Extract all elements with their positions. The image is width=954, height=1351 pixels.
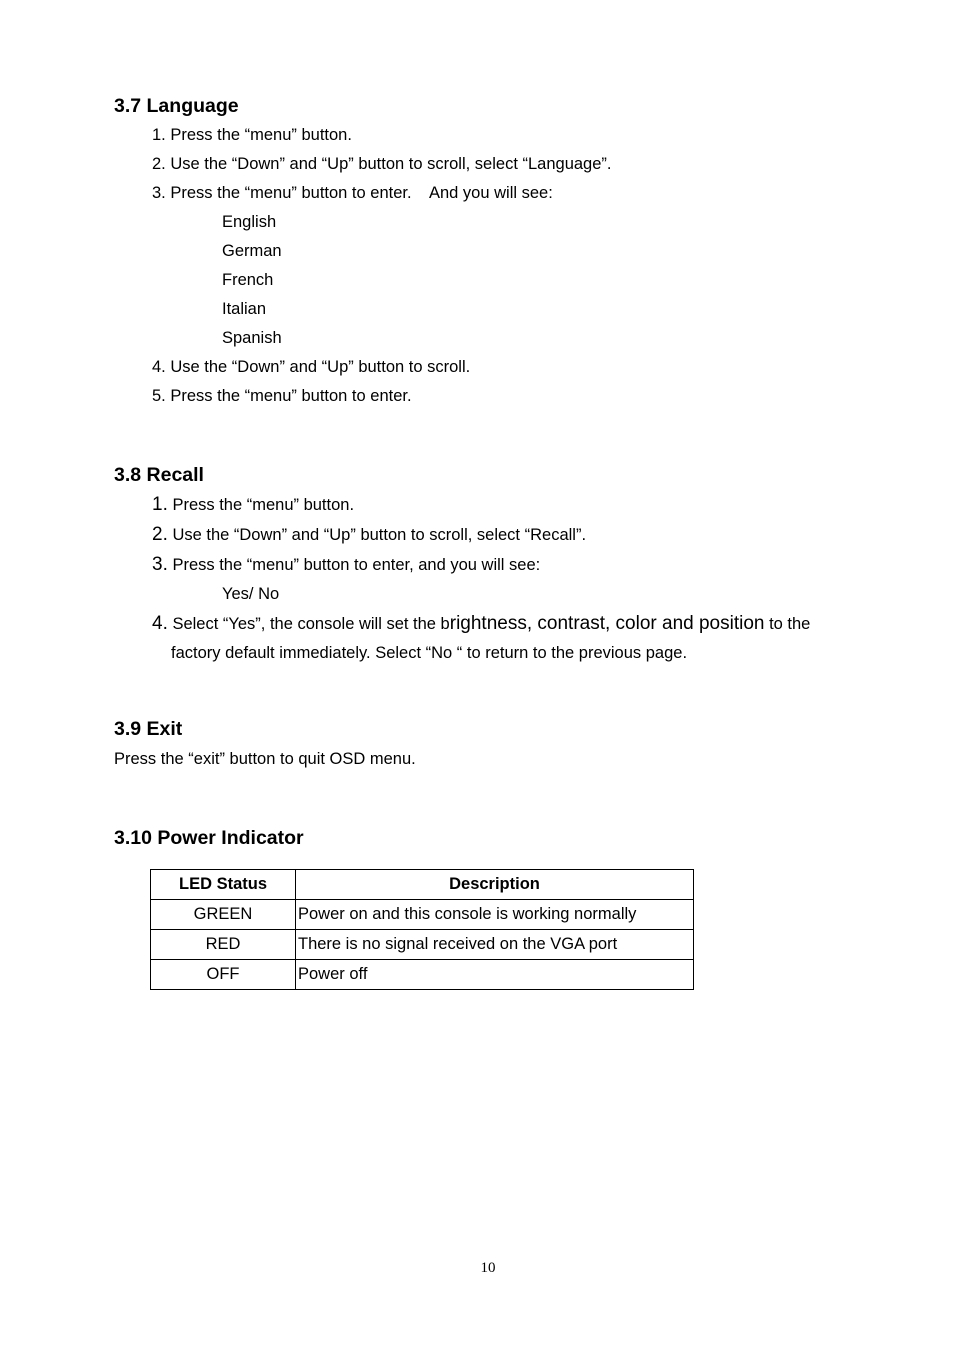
led-status-cell: RED <box>151 930 296 960</box>
recall-step-2 <box>152 520 810 550</box>
recall-step-1-text: Press the “menu” button. <box>172 496 355 514</box>
recall-step-3-text: Press the “menu” button to enter, and you will see: <box>172 556 541 574</box>
table-row <box>151 930 694 960</box>
led-status-cell: GREEN <box>151 900 296 930</box>
heading-recall: 3.8 Recall <box>114 464 204 486</box>
recall-step-4-continuation: factory default immediately. Select “No “ to return to the previous page. <box>171 644 688 662</box>
language-option-english: English <box>222 213 277 231</box>
power-indicator-table <box>150 869 694 990</box>
recall-step-1-number: 1. <box>152 494 168 515</box>
column-header-description: Description <box>296 870 694 900</box>
language-step-4: 4. Use the “Down” and “Up” button to scroll. <box>152 358 471 376</box>
recall-options: Yes/ No <box>222 585 280 603</box>
language-step-3: 3. Press the “menu” button to enter. And you will see: <box>152 184 553 202</box>
recall-step-4 <box>152 609 810 639</box>
language-option-italian: Italian <box>222 300 267 318</box>
language-step-5: 5. Press the “menu” button to enter. <box>152 387 412 405</box>
column-header-led-status: LED Status <box>151 870 296 900</box>
recall-step-2-text: Use the “Down” and “Up” button to scroll, select “Recall”. <box>172 526 587 544</box>
description-cell: There is no signal received on the VGA port <box>296 930 694 960</box>
page-number: 10 <box>480 1260 496 1276</box>
table-row <box>151 960 694 990</box>
recall-step-1 <box>152 490 810 520</box>
language-steps <box>152 121 611 411</box>
recall-step-4-number: 4. <box>152 613 168 634</box>
language-option-german: German <box>222 242 282 260</box>
led-status-cell: OFF <box>151 960 296 990</box>
language-option-french: French <box>222 271 274 289</box>
language-option-spanish: Spanish <box>222 329 282 347</box>
recall-step-4-text-a: Select “Yes”, the console will set the b <box>172 615 450 633</box>
heading-language: 3.7 Language <box>114 95 239 117</box>
recall-step-2-number: 2. <box>152 524 168 545</box>
recall-step-4-text-b: rightness, contrast, color and position <box>449 613 765 634</box>
recall-step-3 <box>152 550 810 580</box>
description-cell: Power off <box>296 960 694 990</box>
recall-steps <box>152 490 810 668</box>
table-header-row <box>151 870 694 900</box>
language-step-2: 2. Use the “Down” and “Up” button to scroll, select “Language”. <box>152 155 612 173</box>
heading-exit: 3.9 Exit <box>114 718 183 740</box>
language-step-1: 1. Press the “menu” button. <box>152 126 352 144</box>
recall-step-4-text-c: to the <box>764 615 811 633</box>
exit-text: Press the “exit” button to quit OSD menu. <box>114 750 416 768</box>
description-cell: Power on and this console is working normally <box>296 900 694 930</box>
table-row <box>151 900 694 930</box>
recall-step-3-number: 3. <box>152 554 168 575</box>
heading-power-indicator: 3.10 Power Indicator <box>114 827 304 849</box>
